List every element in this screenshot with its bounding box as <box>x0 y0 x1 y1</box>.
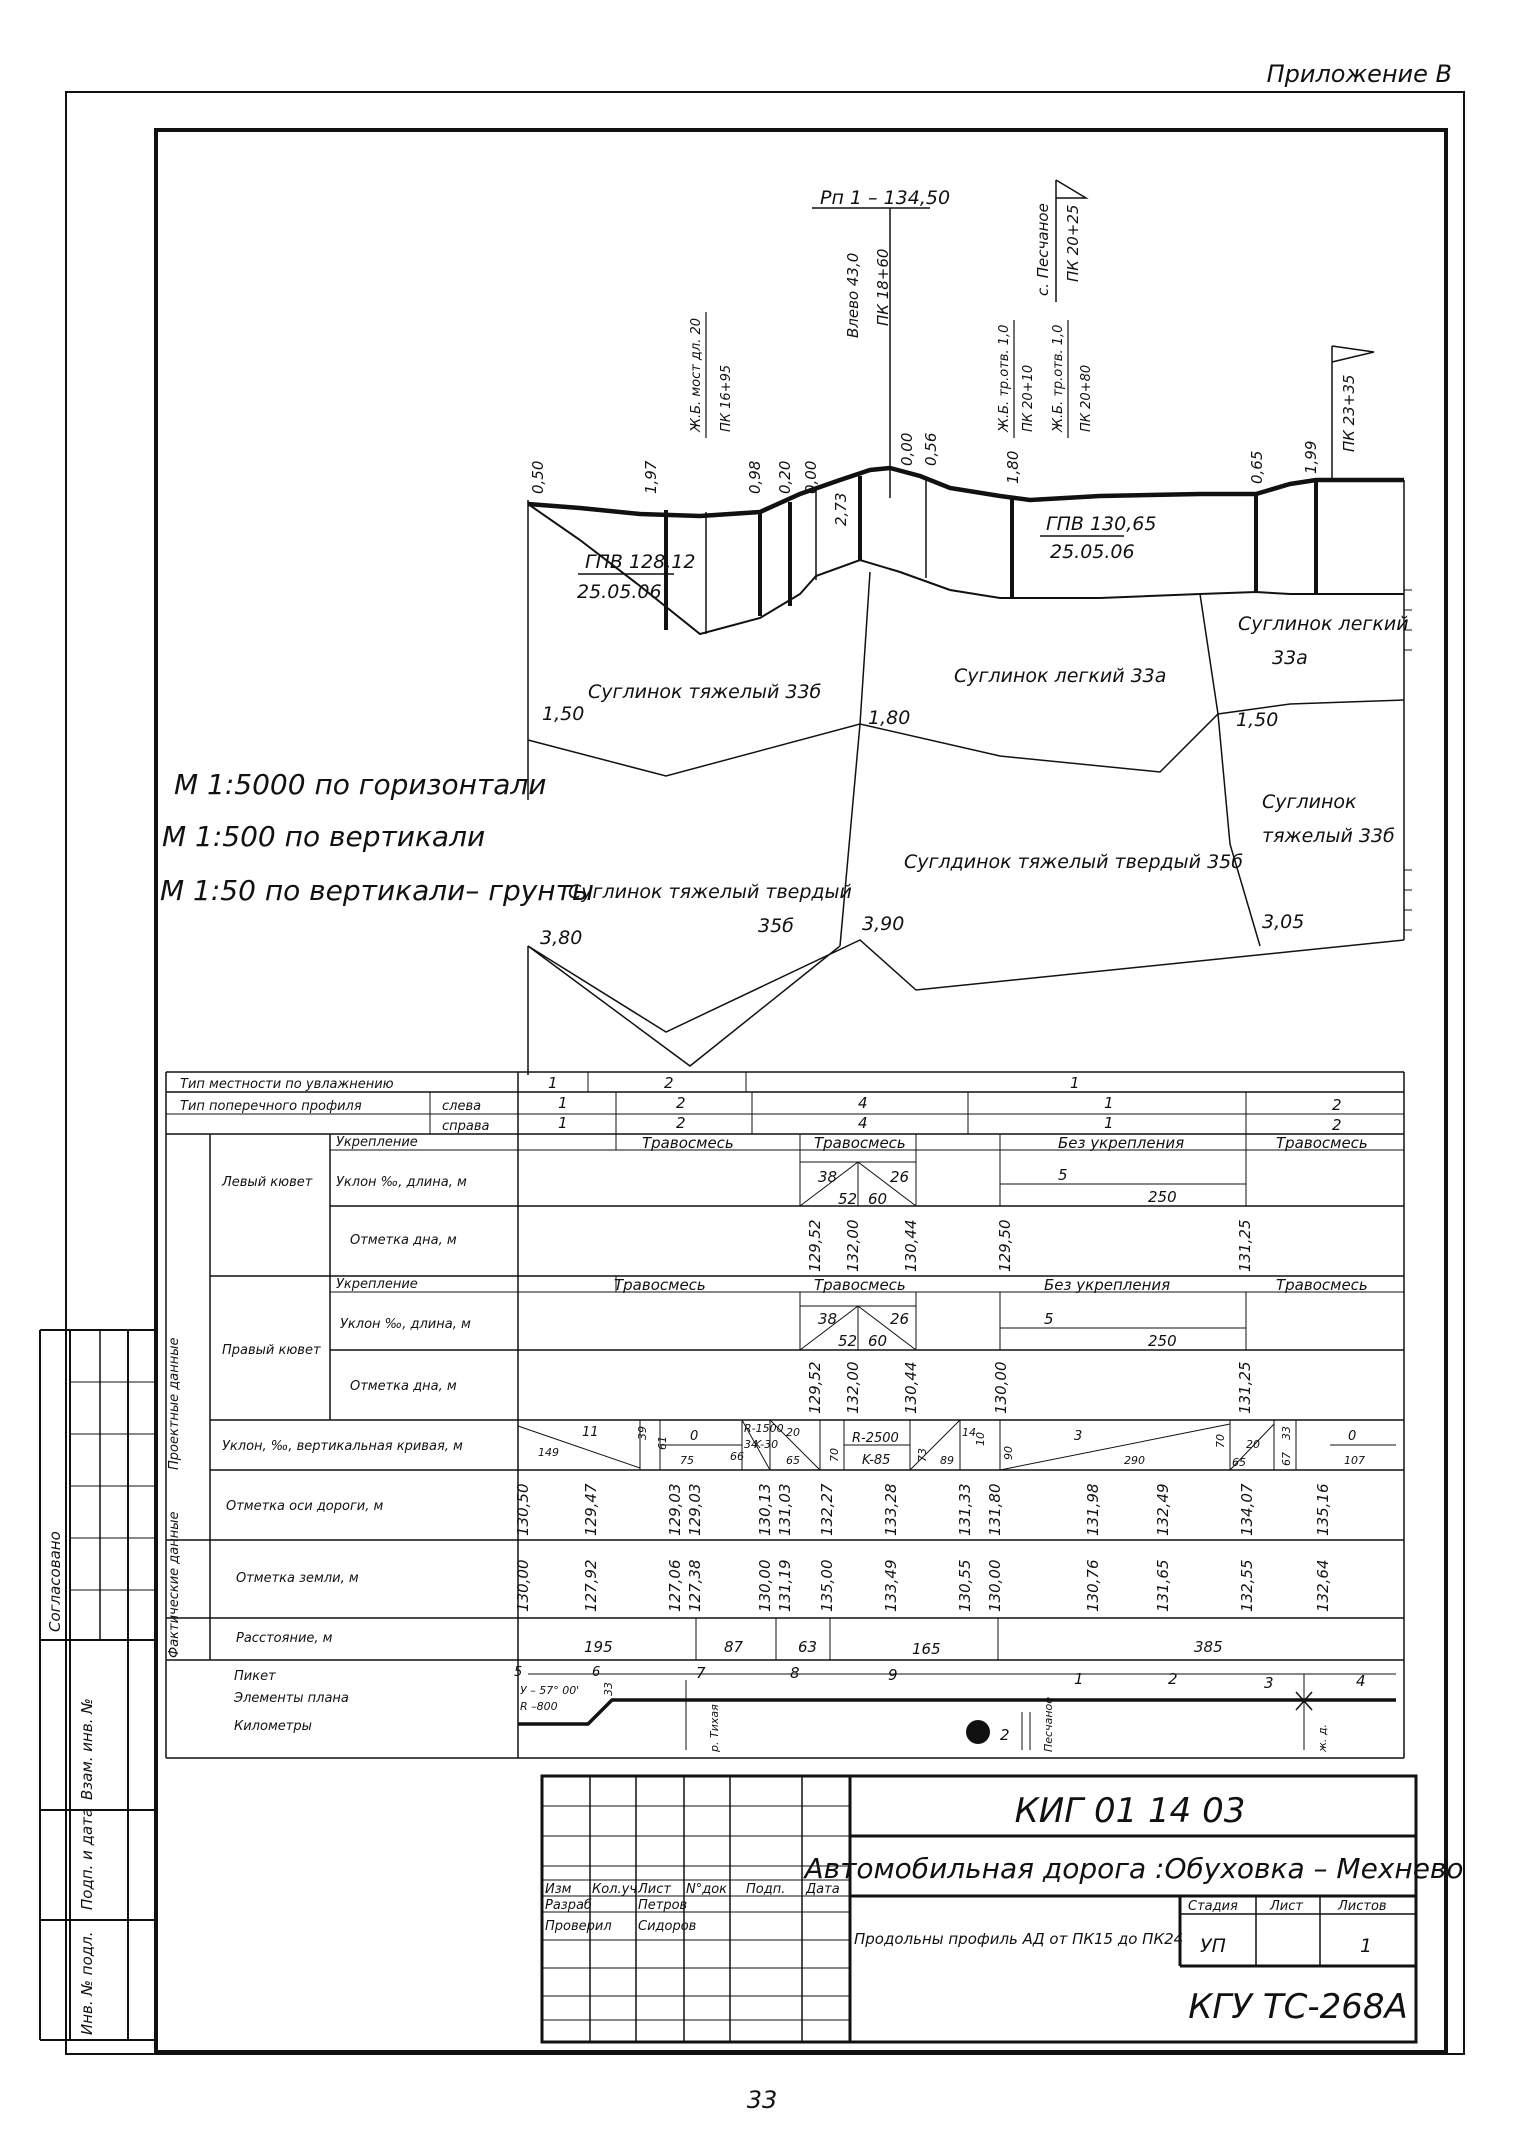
soil-depth-5: 3,90 <box>862 913 905 935</box>
gpv2-label: ГПВ 130,65 <box>1046 513 1157 535</box>
right-bottom-4: 130,00 <box>992 1361 1010 1414</box>
gpv2-date: 25.05.06 <box>1050 541 1135 563</box>
ground-value-10: 130,00 <box>986 1559 1004 1612</box>
grade-v25: 65 <box>1232 1456 1246 1469</box>
soil-depth-6: 3,05 <box>1262 911 1305 933</box>
benchmark-side: Влево 43,0 <box>844 252 862 338</box>
soil-s4a: Суглинок тяжелый твердый <box>568 881 852 903</box>
left-slope-2: 26 <box>890 1168 910 1186</box>
soil-s6b: тяжелый 33б <box>1262 825 1395 847</box>
plan-label-1: Пикет <box>234 1669 276 1684</box>
left-reinf-4: Травосмесь <box>1276 1134 1368 1152</box>
plan-label-3: Километры <box>234 1719 312 1734</box>
right-ditch-label: Правый кювет <box>222 1343 321 1358</box>
gpv1-label: ГПВ 128,12 <box>585 551 696 573</box>
left-bottom-4: 129,50 <box>996 1219 1014 1272</box>
right-slope-label: Уклон ‰, длина, м <box>340 1317 471 1332</box>
name-checker: Сидоров <box>638 1919 697 1934</box>
right-reinf-2: Травосмесь <box>814 1276 906 1294</box>
picket-7: 2 <box>1168 1670 1178 1688</box>
scale-notes <box>160 768 594 907</box>
stage-value: УП <box>1200 1935 1226 1957</box>
left-bottom-5: 131,25 <box>1236 1219 1254 1272</box>
mid-depth: 2,73 <box>832 492 850 526</box>
col-kol: Кол.уч <box>592 1882 637 1897</box>
picket-1: 5 <box>514 1665 523 1680</box>
village-label: с. Песчаное <box>1034 203 1052 296</box>
distance-3: 63 <box>798 1638 818 1656</box>
depth-5: 0,00 <box>802 460 820 494</box>
ground-label: Отметка земли, м <box>236 1571 359 1586</box>
soil-s2: Суглинок легкий 33а <box>954 665 1167 687</box>
ground-value-4: 127,38 <box>686 1559 704 1612</box>
grade-row <box>518 1420 1396 1470</box>
scale-soil: М 1:50 по вертикали– грунты <box>160 874 595 907</box>
col-izm: Изм <box>545 1882 572 1897</box>
name-developer: Петров <box>638 1898 688 1913</box>
grade-v23: 70 <box>1214 1434 1227 1448</box>
pipe1-pk: ПК 20+10 <box>1021 364 1036 432</box>
pipe2-pk: ПК 20+80 <box>1079 364 1094 432</box>
grade-v6: 75 <box>680 1454 694 1467</box>
gpv-labels <box>577 513 1156 603</box>
left-slope-3: 52 <box>838 1190 858 1208</box>
left-ditch-label: Левый кювет <box>222 1175 313 1190</box>
curve-angle: У – 57° 00' <box>520 1684 580 1697</box>
grade-v16: 73 <box>916 1448 929 1462</box>
axis-value-12: 132,49 <box>1154 1483 1172 1536</box>
picket-8: 3 <box>1264 1674 1274 1692</box>
terrain-label: Тип местности по увлажнению <box>180 1077 394 1092</box>
grade-v5: 0 <box>690 1429 699 1444</box>
gpv1-date: 25.05.06 <box>577 581 662 603</box>
axis-value-9: 131,33 <box>956 1483 974 1536</box>
col-date: Дата <box>806 1882 840 1897</box>
right-slope-5: 5 <box>1044 1310 1054 1328</box>
left-bottom-label: Отметка дна, м <box>350 1233 457 1248</box>
curve-radius: R –800 <box>520 1700 558 1713</box>
ground-value-13: 132,55 <box>1238 1559 1256 1612</box>
plan-row <box>514 1664 1396 1753</box>
left-slope-4: 60 <box>868 1190 888 1208</box>
grade-v7: 66 <box>730 1450 744 1463</box>
right-slope-3: 52 <box>838 1332 858 1350</box>
grade-v21: 3 <box>1074 1429 1083 1444</box>
inv-sub-label: Взам. инв. № <box>78 1698 96 1800</box>
soil-depth-1: 1,50 <box>542 703 585 725</box>
benchmark-label: Рп 1 – 134,50 <box>820 187 951 209</box>
left-bottom-2: 132,00 <box>844 1219 862 1272</box>
ground-value-5: 130,00 <box>756 1559 774 1612</box>
actual-label: Фактические данные <box>167 1511 182 1658</box>
bridge-label: Ж.Б. мост дл. 20 <box>689 317 704 432</box>
ground-value-14: 132,64 <box>1314 1559 1332 1612</box>
picket-4: 8 <box>790 1664 800 1682</box>
right-slope-2: 26 <box>890 1310 910 1328</box>
ground-value-2: 127,92 <box>582 1559 600 1612</box>
sheet-header: Лист <box>1270 1899 1303 1914</box>
grade-v3: 39 <box>636 1426 649 1440</box>
distance-2: 87 <box>724 1638 744 1656</box>
stage-header: Стадия <box>1188 1899 1238 1914</box>
right-bottom-5: 131,25 <box>1236 1361 1254 1414</box>
grade-v24: 20 <box>1246 1438 1260 1451</box>
left-reinf-1: Травосмесь <box>642 1134 734 1152</box>
left-slope-5: 5 <box>1058 1166 1068 1184</box>
soil-layers <box>528 572 1409 1075</box>
soil-s6a: Суглинок <box>1262 791 1357 813</box>
ground-value-9: 130,55 <box>956 1559 974 1612</box>
design-label: Проектные данные <box>167 1337 182 1470</box>
cross-right-3: 4 <box>858 1114 868 1132</box>
soil-s4b: 35б <box>758 915 794 937</box>
depth-6: 0,00 <box>898 432 916 466</box>
benchmark-pk: ПК 18+60 <box>874 248 892 326</box>
axis-value-2: 129,47 <box>582 1483 600 1536</box>
col-doc: N°док <box>686 1882 728 1897</box>
rail-label: ж. д. <box>1316 1723 1329 1752</box>
right-reinf-label: Укрепление <box>336 1277 418 1292</box>
right-slope-4: 60 <box>868 1332 888 1350</box>
left-reinf-3: Без укрепления <box>1058 1134 1185 1152</box>
distance-5: 385 <box>1194 1638 1223 1656</box>
pipe2-label: Ж.Б. тр.отв. 1,0 <box>1051 324 1066 432</box>
grade-v27: 67 <box>1280 1452 1293 1466</box>
ground-value-7: 135,00 <box>818 1559 836 1612</box>
outer-border <box>66 92 1464 2054</box>
axis-value-6: 131,03 <box>776 1483 794 1536</box>
side-stamp <box>40 1330 156 2040</box>
top-annotations <box>689 180 1374 498</box>
sheets-value: 1 <box>1360 1935 1373 1957</box>
right-reinf-4: Травосмесь <box>1276 1276 1368 1294</box>
bridge-pk: ПК 16+95 <box>719 364 734 432</box>
right-bottom-3: 130,44 <box>902 1361 920 1414</box>
soil-depth-3: 1,50 <box>1236 709 1279 731</box>
axis-value-8: 133,28 <box>882 1483 900 1536</box>
axis-value-7: 132,27 <box>818 1483 836 1536</box>
project-title: Автомобильная дорога :Обуховка – Мехнево <box>804 1852 1464 1885</box>
cross-left-label: слева <box>442 1099 482 1114</box>
role-checker: Проверил <box>545 1919 612 1934</box>
axis-value-5: 130,13 <box>756 1483 774 1536</box>
grade-label: Уклон, ‰, вертикальная кривая, м <box>222 1439 463 1454</box>
picket-6: 1 <box>1074 1670 1084 1688</box>
cross-left-4: 1 <box>1104 1094 1114 1112</box>
km-marker-icon <box>966 1720 990 1744</box>
soil-depth-2: 1,80 <box>868 707 911 729</box>
right-reinf-3: Без укрепления <box>1044 1276 1171 1294</box>
right-bottom-2: 132,00 <box>844 1361 862 1414</box>
grade-v11: 20 <box>786 1426 800 1439</box>
ground-value-12: 131,65 <box>1154 1559 1172 1612</box>
axis-value-11: 131,98 <box>1084 1483 1102 1536</box>
depth-10: 1,99 <box>1302 440 1320 474</box>
picket-2: 6 <box>592 1665 601 1680</box>
cross-right-1: 1 <box>558 1114 568 1132</box>
agreed-label: Согласовано <box>46 1531 64 1632</box>
depth-2: 1,97 <box>642 460 660 494</box>
right-slope-1: 38 <box>818 1310 838 1328</box>
picket-9: 4 <box>1356 1672 1366 1690</box>
grade-v2: 149 <box>538 1446 559 1459</box>
axis-label: Отметка оси дороги, м <box>226 1499 384 1514</box>
ground-value-11: 130,76 <box>1084 1559 1102 1612</box>
axis-value-3: 129,03 <box>666 1483 684 1536</box>
right-reinf-1: Травосмесь <box>614 1276 706 1294</box>
left-slope-label: Уклон ‰, длина, м <box>336 1175 467 1190</box>
doc-code: КИГ 01 14 03 <box>1014 1791 1246 1831</box>
axis-value-4: 129,03 <box>686 1483 704 1536</box>
grade-v29: 107 <box>1344 1454 1365 1467</box>
col-list: Лист <box>638 1882 671 1897</box>
soil-s1: Суглинок тяжелый 33б <box>588 681 822 703</box>
ground-marks <box>514 1560 1332 1613</box>
grade-v19: 10 <box>974 1432 987 1446</box>
ground-value-8: 133,49 <box>882 1559 900 1612</box>
sheets-header: Листов <box>1338 1899 1387 1914</box>
axis-value-13: 134,07 <box>1238 1483 1256 1536</box>
grade-v22: 290 <box>1124 1454 1145 1467</box>
profile-table <box>166 1072 1404 1758</box>
org-name: КГУ ТС-268А <box>1188 1987 1408 2027</box>
cross-left-1: 1 <box>558 1094 568 1112</box>
grade-v4: 61 <box>656 1436 669 1450</box>
left-reinf-2: Травосмесь <box>814 1134 906 1152</box>
grade-v9: 34 <box>744 1438 758 1451</box>
soil-s3a: Суглинок легкий <box>1238 613 1409 635</box>
grade-v18: 89 <box>940 1454 954 1467</box>
distance-label: Расстояние, м <box>236 1631 333 1646</box>
depth-1: 0,50 <box>529 460 547 494</box>
inv-orig-label: Инв. № подл. <box>78 1931 96 2035</box>
left-bottom-1: 129,52 <box>806 1219 824 1272</box>
grade-v13: 70 <box>828 1448 841 1462</box>
end-pk: ПК 23+35 <box>1340 374 1358 452</box>
river-label: р. Тихая <box>708 1704 721 1752</box>
cross-right-5: 2 <box>1332 1116 1342 1134</box>
axis-marks <box>514 1483 1332 1536</box>
plan-label-2: Элементы плана <box>234 1691 349 1706</box>
right-slope-6: 250 <box>1148 1332 1177 1350</box>
soil-depth-4: 3,80 <box>540 927 583 949</box>
soil-s3b: 33а <box>1272 647 1308 669</box>
role-developer: Разраб <box>545 1898 592 1913</box>
ground-value-3: 127,06 <box>666 1559 684 1612</box>
terrain-3: 1 <box>1070 1074 1080 1092</box>
axis-value-14: 135,16 <box>1314 1483 1332 1536</box>
ground-value-1: 130,00 <box>514 1559 532 1612</box>
grade-v26: 33 <box>1280 1426 1293 1440</box>
title-block <box>542 1776 1464 2042</box>
terrain-1: 1 <box>548 1074 558 1092</box>
left-bottom-3: 130,44 <box>902 1219 920 1272</box>
km-value: 2 <box>1000 1726 1010 1744</box>
cross-right-label: справа <box>442 1119 490 1134</box>
grade-v8: R-1500 <box>744 1422 784 1435</box>
village-plan-label: Песчаное <box>1042 1696 1055 1752</box>
grade-v17: 14 <box>962 1426 976 1439</box>
axis-value-1: 130,50 <box>514 1483 532 1536</box>
cross-right-2: 2 <box>676 1114 686 1132</box>
grade-v10: K-30 <box>754 1438 779 1451</box>
picket-3: 7 <box>696 1664 706 1682</box>
ground-value-6: 131,19 <box>776 1559 794 1612</box>
page-number: 33 <box>746 2086 778 2114</box>
distance-4: 165 <box>912 1640 941 1658</box>
axis-value-10: 131,80 <box>986 1483 1004 1536</box>
left-reinf-label: Укрепление <box>336 1135 418 1150</box>
depth-4: 0,20 <box>776 460 794 494</box>
appendix-label: Приложение В <box>1266 60 1452 88</box>
depth-8: 1,80 <box>1004 450 1022 484</box>
left-slope-1: 38 <box>818 1168 838 1186</box>
cross-left-5: 2 <box>1332 1096 1342 1114</box>
scale-vertical: М 1:500 по вертикали <box>162 820 486 853</box>
depth-3: 0,98 <box>746 460 764 494</box>
grade-v15: K-85 <box>862 1453 891 1468</box>
left-slope-6: 250 <box>1148 1188 1177 1206</box>
scale-horizontal: М 1:5000 по горизонтали <box>174 768 547 801</box>
drawing-title: Продольны профиль АД от ПК15 до ПК24 <box>854 1930 1184 1948</box>
sign-date-label: Подп. и дата <box>78 1807 96 1910</box>
depth-7: 0,56 <box>922 432 940 466</box>
distance-1: 195 <box>584 1638 613 1656</box>
village-pk: ПК 20+25 <box>1064 204 1082 282</box>
grade-v28: 0 <box>1348 1429 1357 1444</box>
pipe1-label: Ж.Б. тр.отв. 1,0 <box>997 324 1012 432</box>
col-sign: Подп. <box>746 1882 786 1897</box>
terrain-2: 2 <box>664 1074 674 1092</box>
cross-label: Тип поперечного профиля <box>180 1099 362 1114</box>
cross-right-4: 1 <box>1104 1114 1114 1132</box>
grade-v20: 90 <box>1002 1446 1015 1460</box>
soil-s5: Суглдинок тяжелый твердый 35б <box>904 851 1243 873</box>
right-bottom-label: Отметка дна, м <box>350 1379 457 1394</box>
right-bottom-1: 129,52 <box>806 1361 824 1414</box>
grade-v14: R-2500 <box>852 1431 899 1446</box>
grade-v1: 11 <box>582 1425 599 1440</box>
depth-9: 0,65 <box>1248 450 1266 484</box>
curve-small: 33 <box>602 1682 615 1696</box>
grade-v12: 65 <box>786 1454 800 1467</box>
picket-5: 9 <box>888 1666 898 1684</box>
cross-left-2: 2 <box>676 1094 686 1112</box>
cross-left-3: 4 <box>858 1094 868 1112</box>
